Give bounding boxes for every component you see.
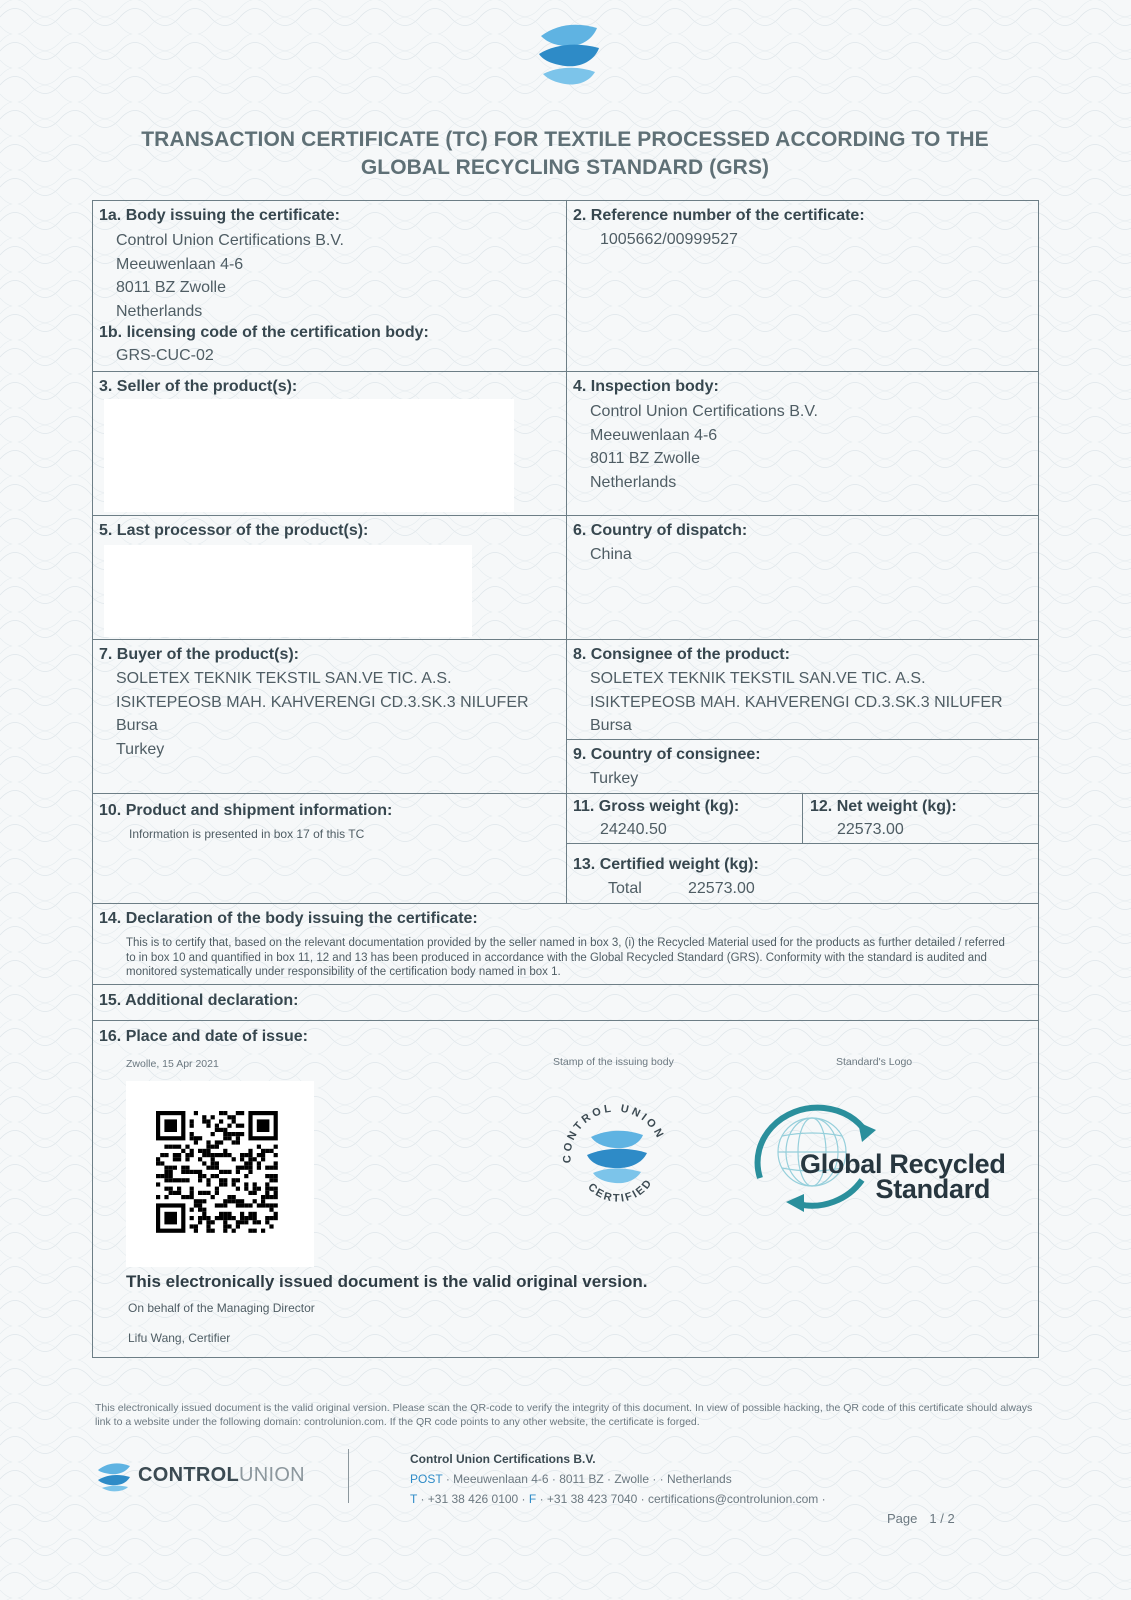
stamp-text-bottom: CERTIFIED xyxy=(585,1176,656,1205)
certified-total-label: Total xyxy=(608,880,642,897)
row-divider xyxy=(92,371,1039,372)
box1b-label: 1b. licensing code of the certification body: xyxy=(99,324,429,341)
box10-label: 10. Product and shipment information: xyxy=(99,802,393,819)
controlunion-wave-logo xyxy=(533,22,605,88)
brand-light: UNION xyxy=(238,1464,305,1486)
address-line: ISIKTEPEOSB MAH. KAHVERENGI CD.3.SK.3 NILUFER xyxy=(590,693,1003,711)
certified-weight: 22573.00 xyxy=(688,880,755,897)
address-line: Turkey xyxy=(116,740,165,758)
address-line: ISIKTEPEOSB MAH. KAHVERENGI CD.3.SK.3 NILUFER xyxy=(116,693,529,711)
title-line-2: GLOBAL RECYCLING STANDARD (GRS) xyxy=(360,156,770,179)
box2-label: 2. Reference number of the certificate: xyxy=(573,207,865,224)
redacted-seller xyxy=(104,399,514,512)
brand-bold: CONTROL xyxy=(138,1464,239,1486)
box12-label: 12. Net weight (kg): xyxy=(810,798,957,815)
declaration-text: This is to certify that, based on the relevant documentation provided by the seller named in box 3, (i) the Recycled Material used for the products as further detailed / referred to in box 10 and quantified in box 11, 12 and 13 has been produced in accordance with the Global Recycled Standard (GRS). Conformity with the standard is audited and monitored systematically under responsibility of the certification body named in box 1. xyxy=(126,937,1005,978)
box8-label: 8. Consignee of the product: xyxy=(573,646,790,663)
page-value: 1 / 2 xyxy=(929,1511,955,1526)
box1a-label: 1a. Body issuing the certificate: xyxy=(99,207,340,224)
row-divider xyxy=(566,739,1039,740)
row-divider xyxy=(92,515,1039,516)
validity-note: This electronically issued document is the valid original version. xyxy=(126,1272,648,1291)
grs-logo-text xyxy=(800,1149,1006,1204)
box4-label: 4. Inspection body: xyxy=(573,378,719,395)
place-date: Zwolle, 15 Apr 2021 xyxy=(126,1058,219,1070)
consignee-address xyxy=(590,667,1003,738)
post-label: POST xyxy=(410,1472,443,1486)
gross-weight: 24240.50 xyxy=(600,821,667,838)
logo-caption: Standard's Logo xyxy=(836,1056,913,1068)
grs-logo-line-2: Standard xyxy=(875,1174,991,1204)
controlunion-wave-logo xyxy=(96,1462,132,1492)
net-weight: 22573.00 xyxy=(837,821,904,838)
address-line: Control Union Certifications B.V. xyxy=(590,403,818,420)
page-label: Page xyxy=(887,1511,918,1526)
address-line: Control Union Certifications B.V. xyxy=(116,232,344,249)
licensing-code: GRS-CUC-02 xyxy=(116,347,214,364)
product-info: Information is presented in box 17 of this TC xyxy=(129,827,365,841)
address-line: SOLETEX TEKNIK TEKSTIL SAN.VE TIC. A.S. xyxy=(116,670,452,687)
page-number xyxy=(887,1511,955,1526)
box11-label: 11. Gross weight (kg): xyxy=(573,798,740,815)
row-divider xyxy=(92,639,1039,640)
box6-label: 6. Country of dispatch: xyxy=(573,522,748,539)
box16-label: 16. Place and date of issue: xyxy=(99,1028,308,1045)
fax-email[interactable]: · +31 38 423 7040 · certifications@controlunion.com · xyxy=(539,1492,826,1506)
row-divider xyxy=(92,1020,1039,1021)
country-of-consignee: Turkey xyxy=(590,770,639,787)
footer-note: This electronically issued document is the valid original version. Please scan the QR-code to verify the integrity of this document. In view of possible hacking, the QR code of this certificate should always link to a website under the following domain: controlunion.com. If the QR code points to any other website, the certificate is forged. xyxy=(95,1402,1033,1428)
country-of-dispatch: China xyxy=(590,546,632,563)
grs-logo-line-1: Global Recycled xyxy=(800,1149,1006,1179)
footer-divider xyxy=(348,1449,349,1503)
controlunion-certified-stamp xyxy=(553,1093,678,1218)
on-behalf-text: On behalf of the Managing Director xyxy=(128,1301,315,1315)
controlunion-brand xyxy=(138,1464,305,1487)
box4-address xyxy=(590,400,818,494)
address-line: 8011 BZ Zwolle xyxy=(116,279,226,296)
box1a-address xyxy=(116,229,344,323)
address-line: 8011 BZ Zwolle xyxy=(590,450,700,467)
box7-label: 7. Buyer of the product(s): xyxy=(99,646,300,663)
signer-name: Lifu Wang, Certifier xyxy=(128,1331,231,1345)
reference-number: 1005662/00999527 xyxy=(600,231,738,248)
footer-contact-line xyxy=(410,1492,826,1506)
address-line: Bursa xyxy=(590,717,632,734)
stamp-text-top: CONTROL UNION xyxy=(561,1102,667,1164)
row-divider xyxy=(92,793,1039,794)
row-divider xyxy=(92,903,1039,904)
buyer-address xyxy=(116,667,529,761)
document-title xyxy=(120,126,1010,182)
stamp-caption: Stamp of the issuing body xyxy=(553,1056,674,1068)
row-divider xyxy=(92,984,1039,985)
box3-label: 3. Seller of the product(s): xyxy=(99,378,298,395)
address-line: Meeuwenlaan 4-6 xyxy=(116,255,244,273)
box15-label: 15. Additional declaration: xyxy=(99,992,299,1009)
row-divider xyxy=(566,843,1039,844)
address-line: SOLETEX TEKNIK TEKSTIL SAN.VE TIC. A.S. xyxy=(590,670,926,687)
box13-label: 13. Certified weight (kg): xyxy=(573,856,759,873)
box9-label: 9. Country of consignee: xyxy=(573,746,761,763)
address-line: Netherlands xyxy=(590,473,677,491)
address-line: Netherlands xyxy=(116,302,203,320)
phone-label: T xyxy=(410,1492,418,1506)
footer-post-line xyxy=(410,1472,732,1486)
qr-code-icon xyxy=(126,1081,314,1267)
post-address: · Meeuwenlaan 4-6 · 8011 BZ · Zwolle · · Netherlands xyxy=(445,1472,732,1486)
address-line: Meeuwenlaan 4-6 xyxy=(590,426,718,444)
redacted-processor xyxy=(104,545,472,637)
fax-label: F xyxy=(528,1492,537,1506)
box5-label: 5. Last processor of the product(s): xyxy=(99,522,369,539)
qr-code[interactable] xyxy=(126,1081,314,1267)
box14-label: 14. Declaration of the body issuing the certificate: xyxy=(99,910,478,927)
footer-company: Control Union Certifications B.V. xyxy=(410,1452,596,1466)
address-line: Bursa xyxy=(116,717,158,734)
title-line-1: TRANSACTION CERTIFICATE (TC) FOR TEXTILE PROCESSED ACCORDING TO THE xyxy=(141,128,989,151)
column-divider xyxy=(802,793,803,843)
column-divider xyxy=(566,200,567,904)
phone-number: · +31 38 426 0100 · xyxy=(420,1492,526,1506)
